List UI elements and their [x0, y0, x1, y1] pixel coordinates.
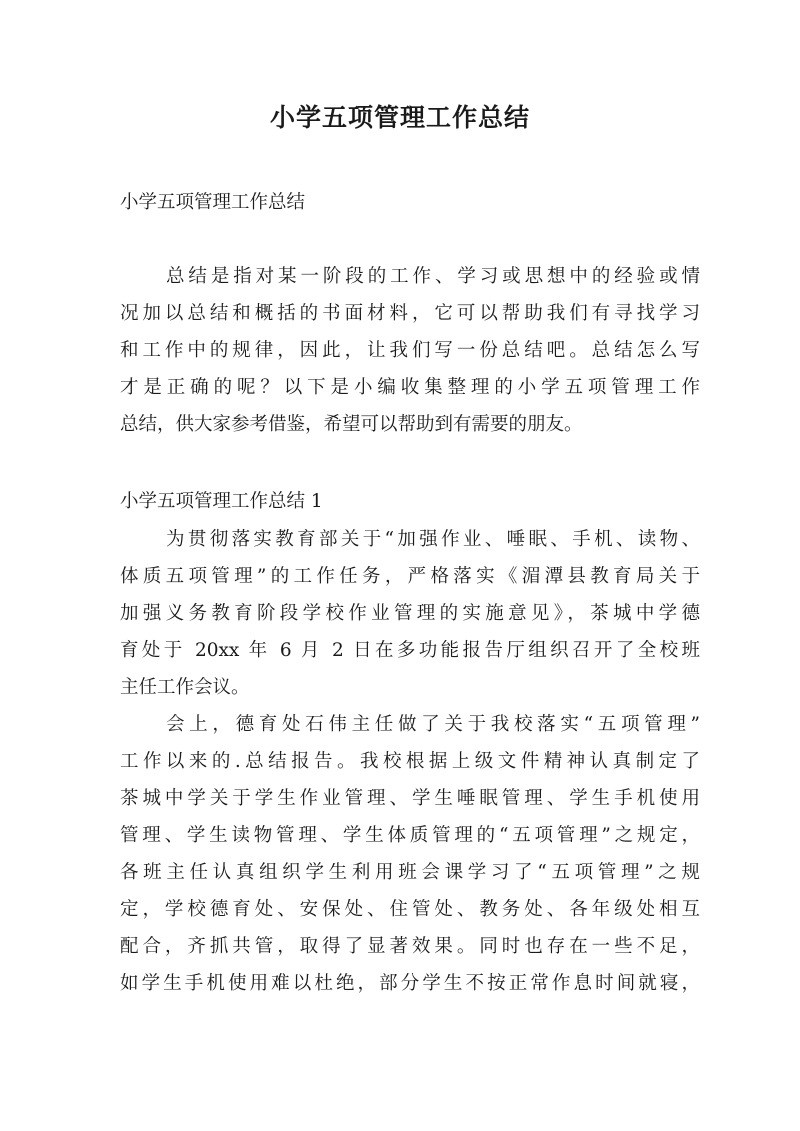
paragraph-line: 加强义务教育阶段学校作业管理的实施意见》，茶城中学德 — [120, 603, 700, 624]
section-heading: 小学五项管理工作总结 1 — [120, 491, 323, 512]
document-title: 小学五项管理工作总结 — [269, 103, 530, 132]
intro-line: 总结，供大家参考借鉴，希望可以帮助到有需要的朋友。 — [120, 414, 583, 435]
paragraph-line: 各班主任认真组织学生利用班会课学习了“五项管理”之规 — [120, 862, 700, 883]
paragraph-line: 主任工作会议。 — [120, 677, 250, 698]
intro-line: 和工作中的规律，因此，让我们写一份总结吧。总结怎么写 — [120, 340, 700, 361]
paragraph-line: 管理、学生读物管理、学生体质管理的“五项管理”之规定， — [120, 825, 700, 846]
paragraph-line: 体质五项管理”的工作任务，严格落实《湄潭县教育局关于 — [120, 566, 700, 587]
paragraph-line: 会上，德育处石伟主任做了关于我校落实“五项管理” — [166, 714, 700, 735]
paragraph-line: 为贯彻落实教育部关于“加强作业、唾眠、手机、读物、 — [166, 529, 700, 550]
paragraph-line: 配合，齐抓共管，取得了显著效果。同时也存在一些不足， — [120, 936, 700, 957]
intro-line: 况加以总结和概括的书面材料，它可以帮助我们有寻找学习 — [120, 303, 700, 324]
paragraph-line: 定，学校德育处、安保处、住管处、教务处、各年级处相互 — [120, 899, 700, 920]
document-subtitle: 小学五项管理工作总结 — [120, 192, 306, 213]
paragraph-line: 工作以来的.总结报告。我校根据上级文件精神认真制定了 — [120, 751, 700, 772]
paragraph-line: 如学生手机使用难以杜绝，部分学生不按正常作息时间就寝， — [120, 973, 700, 994]
paragraph-line: 茶城中学关于学生作业管理、学生唾眠管理、学生手机使用 — [120, 788, 700, 809]
paragraph-line: 育处于 20xx 年 6 月 2 日在多功能报告厅组织召开了全校班 — [120, 640, 700, 661]
intro-line: 才是正确的呢？以下是小编收集整理的小学五项管理工作 — [120, 377, 700, 398]
intro-line: 总结是指对某一阶段的工作、学习或思想中的经验或情 — [166, 266, 700, 287]
